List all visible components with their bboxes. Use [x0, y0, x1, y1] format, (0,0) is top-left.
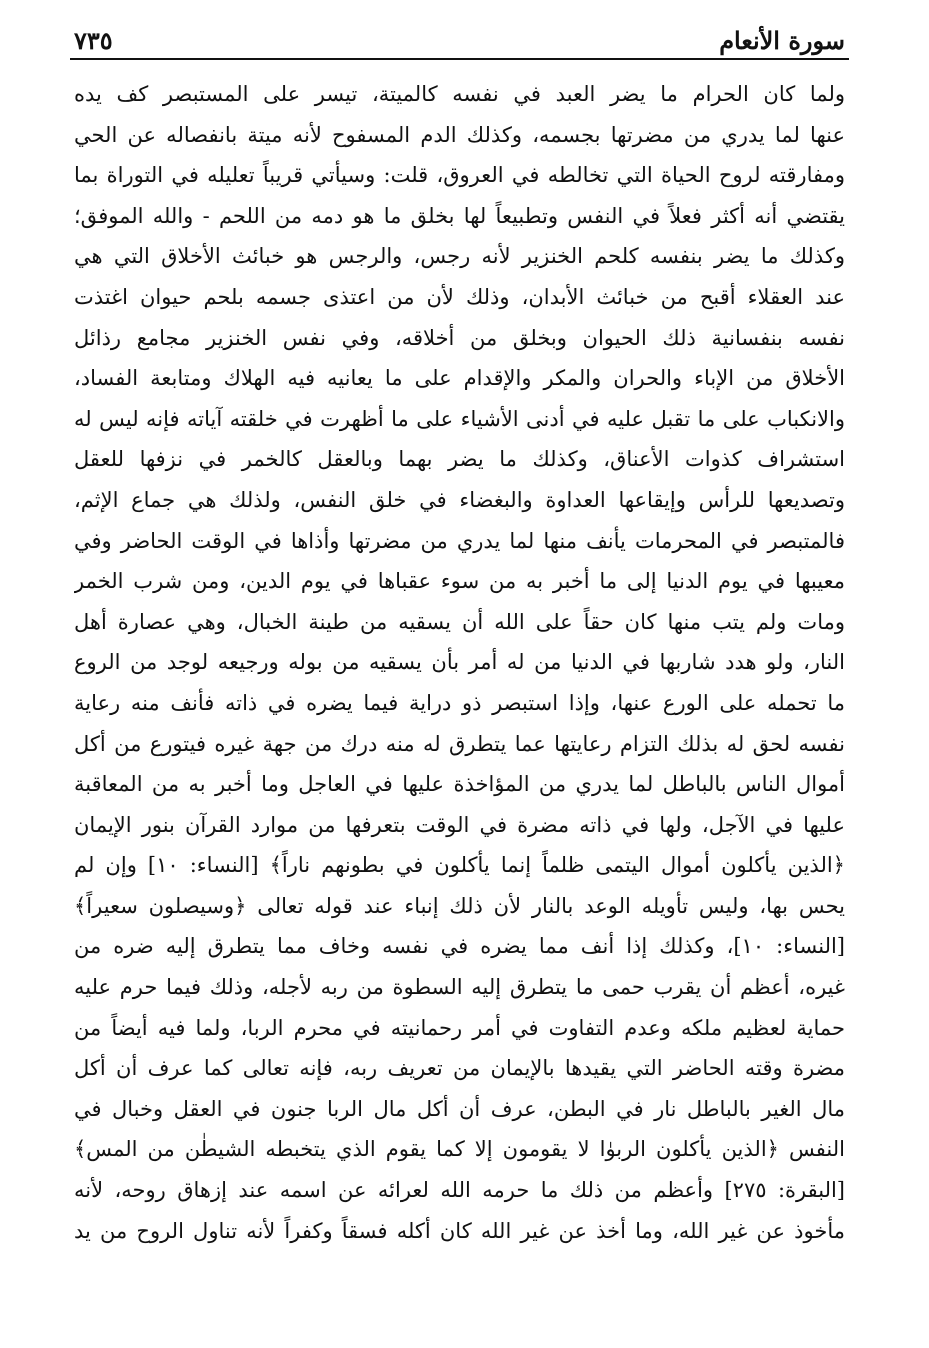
- text-line: الأخلاق من الإباء والحران والمكر والإقدام على ما يعانيه فيه الهلاك ومتابعة الفساد،: [74, 366, 845, 391]
- text-line: نفسه لحق له بذلك التزام رعايتها عما يتطرق له منه درك من جهة غيره فيتورع من أكل: [74, 731, 845, 756]
- text-line: عند العقلاء أقبح من خبائث الأبدان، وذلك لأن من اعتذى جسمه بلحم حيوان اغتذت: [74, 284, 845, 309]
- text-line: ما تحمله على الورع عنها، وإذا استبصر ذو دراية فيما يضره في ذاته فأنف منه رعاية: [74, 690, 845, 715]
- text-line: النفس ﴿الذين يأكلون الربوٰا لا يقومون إلا كما يقوم الذي يتخبطه الشيطٰن من المس﴾: [74, 1137, 845, 1162]
- text-line: النار، ولو هدد شاربها في الدنيا من له أمر بأن يسقيه من بوله ورجيعه لوجد من الروع: [74, 650, 845, 675]
- text-line: ومفارقته لروح الحياة التي تخالطه في العروق، قلت: وسيأتي قريباً تعليله في التوراة بما: [74, 163, 845, 188]
- surah-title: سورة الأنعام: [719, 26, 845, 55]
- page-number: ٧٣٥: [74, 26, 113, 55]
- text-line: أموال الناس بالباطل لما يدري من المؤاخذة عليها في العاجل وما أخبر به من المعاقبة: [74, 772, 845, 797]
- text-line: مال الغير بالباطل نار في البطن، عرف أن أكل مال الربا جنون في العقل وخبال في: [74, 1096, 845, 1121]
- text-line: عليها في الآجل، ولها في ذاته مضرة في الوقت بتعرفها من موارد القرآن بنور الإيمان: [74, 812, 845, 837]
- text-line: عنها لما يدري من مضرتها بجسمه، وكذلك الدم المسفوح لأنه ميتة بانفصاله عن الحي: [74, 122, 845, 147]
- text-line: نفسه بنفسانية ذلك الحيوان وبخلق من أخلاقه، وفي نفس الخنزير مجامع رذائل: [74, 325, 845, 350]
- text-line: يحس بها، وليس تأويله الوعد بالنار لأن ذلك إنباء عند قوله تعالى ﴿وسيصلون سعيراً﴾: [74, 893, 845, 918]
- text-line: ولما كان الحرام ما يضر العبد في نفسه كالميتة، تيسر على المستبصر كف يده: [74, 82, 845, 106]
- text-line: استشراف كذوات الأعناق، وكذلك ما يضر بهما وبالعقل كالخمر في نزفها للعقل: [74, 447, 845, 472]
- page-header: [70, 16, 849, 60]
- text-line: وتصديعها للرأس وإيقاعها العداوة والبغضاء في خلق النفس، ولذلك هي جماع الإثم،: [74, 487, 845, 512]
- text-line: معيبها في يوم الدنيا إلى ما أخبر به من سوء عقباها في يوم الدين، ومن شرب الخمر: [74, 569, 845, 594]
- text-line: ﴿الذين يأكلون أموال اليتمى ظلماً إنما يأكلون في بطونهم ناراً﴾ [النساء: ١٠] وإن لم: [74, 853, 845, 878]
- text-line: [النساء: ١٠]، وكذلك إذا أنف مما يضره في نفسه وخاف مما يتطرق إليه ضره من: [74, 934, 845, 959]
- text-line: والانكباب على ما تقبل عليه في أدنى الأشياء على ما أظهرت في خلقته آياته فإنه ليس له: [74, 406, 845, 431]
- text-line: فالمتبصر في المحرمات يأنف منها لما يدري من مضرتها وأذاها في الوقت الحاضر وفي: [74, 528, 845, 553]
- text-line: غيره، أعظم أن يقرب حمى ما يتطرق إليه السطوة من ربه لأجله، وذلك فيما حرم عليه: [74, 975, 845, 1000]
- text-line: حماية لعظيم ملكه وعدم التفاوت في أمر رحمانيته في محرم الربا، ولما فيه أيضاً من: [74, 1015, 845, 1040]
- text-line: يقتضي أنه أكثر فعلاً في النفس وتطبيعاً لها بخلق ما هو دمه من اللحم - والله الموفق؛: [74, 203, 845, 228]
- text-line: مأخوذ عن غير الله، وما أخذ عن غير الله كان أكله فسقاً وكفراً لأنه تناول الروح من يد: [74, 1218, 845, 1243]
- text-line: [البقرة: ٢٧٥] وأعظم من ذلك ما حرمه الله لعرائه عن اسمه عند إزهاق روحه، لأنه: [74, 1178, 845, 1203]
- text-line: ومات ولم يتب منها كان حقاً على الله أن يسقيه من طينة الخبال، وهي عصارة أهل: [74, 609, 845, 634]
- header-divider: [70, 58, 849, 60]
- body-text: [74, 74, 845, 1251]
- text-line: وكذلك ما يضر بنفسه كلحم الخنزير لأنه رجس، والرجس هو خبائث الأخلاق التي هي: [74, 244, 845, 269]
- text-line: مضرة وقته الحاضر التي يقيدها بالإيمان من تعريف ربه، فإنه تعالى كما عرف أن أكل: [74, 1056, 845, 1081]
